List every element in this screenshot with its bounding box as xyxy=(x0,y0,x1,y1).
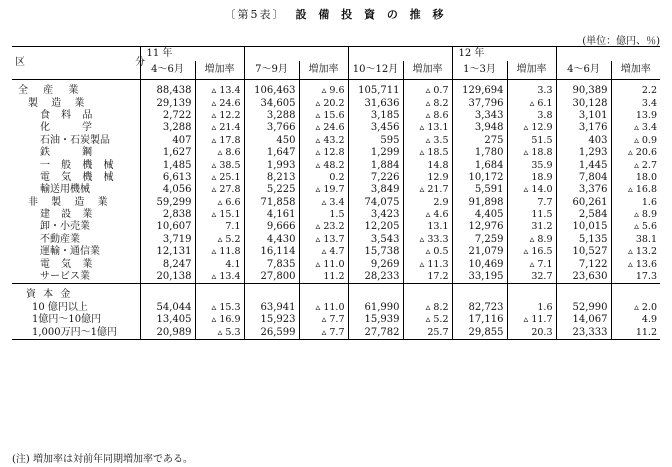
value-cell: 29,139 xyxy=(140,97,195,109)
row-label: 鉄 鋼 xyxy=(40,147,96,159)
rate-cell: ▵ 0.5 xyxy=(403,246,452,258)
rate-cell: ▵ 48.2 xyxy=(299,159,348,171)
value-cell: 21,079 xyxy=(452,246,507,258)
row-label: 卸・小売業 xyxy=(40,221,90,233)
value-cell: 23,630 xyxy=(556,271,611,284)
value-cell: 8,247 xyxy=(140,258,195,270)
value-cell: 10,015 xyxy=(556,221,611,233)
value-cell: 59,299 xyxy=(140,197,195,209)
value-cell: 3,343 xyxy=(452,110,507,122)
rate-cell: ▵ 5.2 xyxy=(195,234,244,246)
row-label: 化 学 xyxy=(40,122,96,134)
value-cell: 1,647 xyxy=(244,147,299,159)
value-cell: 12,205 xyxy=(348,221,403,233)
row-label: 食 料 品 xyxy=(40,109,97,121)
rate-cell: ▵ 11.7 xyxy=(507,314,556,326)
value-cell: 61,990 xyxy=(348,302,403,314)
table-row xyxy=(12,284,660,302)
rate-cell: 2.9 xyxy=(403,197,452,209)
value-cell: 1,293 xyxy=(556,147,611,159)
value-cell: 10,527 xyxy=(556,246,611,258)
value-cell: 20,138 xyxy=(140,271,195,284)
value-cell: 7,122 xyxy=(556,258,611,270)
rate-cell: ▵ 33.3 xyxy=(403,234,452,246)
value-cell: 2,838 xyxy=(140,209,195,221)
row-label: 輸送用機械 xyxy=(40,184,90,196)
value-cell xyxy=(348,284,403,302)
rate-cell: ▵ 11.0 xyxy=(299,302,348,314)
rate-cell: ▵ 3.4 xyxy=(299,197,348,209)
rate-cell: ▵ 13.4 xyxy=(195,271,244,284)
value-cell: 407 xyxy=(140,135,195,147)
value-cell: 34,605 xyxy=(244,97,299,109)
value-cell: 4,430 xyxy=(244,234,299,246)
rate-cell: 7.7 xyxy=(507,197,556,209)
value-cell: 20,989 xyxy=(140,326,195,339)
rate-cell: ▵ 20.6 xyxy=(611,147,660,159)
rate-cell: 31.2 xyxy=(507,221,556,233)
value-cell: 5,591 xyxy=(452,184,507,196)
rate-cell: ▵ 13.7 xyxy=(299,234,348,246)
rate-cell: ▵ 21.7 xyxy=(403,184,452,196)
rate-cell: 14.8 xyxy=(403,159,452,171)
rate-cell: ▵ 6.6 xyxy=(195,197,244,209)
table-heading: 設 備 投 資 の 推 移 xyxy=(295,8,448,21)
value-cell: 90,389 xyxy=(556,80,611,98)
rate-cell xyxy=(299,284,348,302)
row-label: 一 般 機 械 xyxy=(40,159,118,171)
rate-cell: ▵ 8.9 xyxy=(507,234,556,246)
period-label-2: 7～9月 xyxy=(244,61,299,80)
table-header xyxy=(12,47,660,80)
rate-cell: 0.2 xyxy=(299,172,348,184)
row-label: 建 設 業 xyxy=(40,209,97,221)
value-cell: 5,135 xyxy=(556,234,611,246)
rate-cell: ▵ 16.8 xyxy=(611,184,660,196)
table-row xyxy=(12,302,660,314)
rate-cell: ▵ 15.6 xyxy=(299,110,348,122)
rate-cell: ▵ 15.1 xyxy=(195,209,244,221)
value-cell: 12,131 xyxy=(140,246,195,258)
rate-cell: ▵ 5.3 xyxy=(195,326,244,339)
period-top-3 xyxy=(348,47,452,62)
value-cell: 10,469 xyxy=(452,258,507,270)
rate-cell xyxy=(611,284,660,302)
value-cell: 15,738 xyxy=(348,246,403,258)
row-label: 製 造 業 xyxy=(28,97,90,109)
table-row xyxy=(12,80,660,98)
period-label-4: 1～3月 xyxy=(452,61,507,80)
value-cell: 3,948 xyxy=(452,122,507,134)
table-row xyxy=(12,147,660,159)
rate-cell: ▵ 11.8 xyxy=(195,246,244,258)
value-cell: 129,694 xyxy=(452,80,507,98)
rate-cell xyxy=(507,284,556,302)
table-number: 〔第5表〕 xyxy=(224,8,286,21)
rate-cell: 38.1 xyxy=(611,234,660,246)
value-cell: 1,780 xyxy=(452,147,507,159)
rate-header-2: 増加率 xyxy=(299,61,348,80)
rate-cell: 32.7 xyxy=(507,271,556,284)
value-cell: 7,804 xyxy=(556,172,611,184)
value-cell: 10,172 xyxy=(452,172,507,184)
rate-cell: ▵ 13.1 xyxy=(403,122,452,134)
value-cell: 3,176 xyxy=(556,122,611,134)
value-cell: 54,044 xyxy=(140,302,195,314)
value-cell: 3,456 xyxy=(348,122,403,134)
rate-cell: ▵ 38.5 xyxy=(195,159,244,171)
value-cell: 1,627 xyxy=(140,147,195,159)
value-cell: 14,067 xyxy=(556,314,611,326)
value-cell: 23,333 xyxy=(556,326,611,339)
value-cell: 7,226 xyxy=(348,172,403,184)
rate-cell: ▵ 8.2 xyxy=(403,97,452,109)
value-cell: 15,923 xyxy=(244,314,299,326)
row-label: 非 製 造 業 xyxy=(28,196,113,208)
value-cell: 3,423 xyxy=(348,209,403,221)
rate-cell: 4.9 xyxy=(611,314,660,326)
value-cell: 1,445 xyxy=(556,159,611,171)
table-row xyxy=(12,184,660,196)
row-label: 不動産業 xyxy=(40,233,80,245)
rate-cell: ▵ 12.9 xyxy=(507,122,556,134)
value-cell: 275 xyxy=(452,135,507,147)
rate-header-3: 増加率 xyxy=(403,61,452,80)
value-cell xyxy=(244,284,299,302)
value-cell: 450 xyxy=(244,135,299,147)
row-label: 1,000万円～1億円 xyxy=(32,326,117,338)
period-label-3: 10～12月 xyxy=(348,61,403,80)
table-row xyxy=(12,209,660,221)
value-cell: 4,405 xyxy=(452,209,507,221)
rate-cell: 13.1 xyxy=(403,221,452,233)
period-label-5: 4～6月 xyxy=(556,61,611,80)
rate-cell: ▵ 18.8 xyxy=(507,147,556,159)
table-row xyxy=(12,197,660,209)
rate-cell: 1.6 xyxy=(507,302,556,314)
rate-cell: ▵ 3.5 xyxy=(403,135,452,147)
rate-cell: 18.9 xyxy=(507,172,556,184)
category-header: 区 分 xyxy=(12,47,140,80)
table-title xyxy=(0,6,672,22)
row-label: 10 億円以上 xyxy=(32,301,88,313)
rate-cell: 3.4 xyxy=(611,97,660,109)
rate-cell: ▵ 12.8 xyxy=(299,147,348,159)
value-cell: 8,213 xyxy=(244,172,299,184)
value-cell: 403 xyxy=(556,135,611,147)
value-cell: 12,976 xyxy=(452,221,507,233)
rate-cell: ▵ 43.2 xyxy=(299,135,348,147)
rate-cell: ▵ 15.3 xyxy=(195,302,244,314)
row-label: 電 気 機 械 xyxy=(40,171,118,183)
table-row xyxy=(12,246,660,258)
rate-cell: 51.5 xyxy=(507,135,556,147)
value-cell: 3,719 xyxy=(140,234,195,246)
unit-label: (単位：億円、％) xyxy=(582,36,660,47)
value-cell: 28,233 xyxy=(348,271,403,284)
rate-cell: ▵ 9.6 xyxy=(299,80,348,98)
table-row xyxy=(12,221,660,233)
value-cell: 27,782 xyxy=(348,326,403,339)
value-cell: 1,684 xyxy=(452,159,507,171)
rate-cell: 11.2 xyxy=(611,326,660,339)
value-cell: 3,185 xyxy=(348,110,403,122)
rate-cell: ▵ 4.7 xyxy=(299,246,348,258)
value-cell: 30,128 xyxy=(556,97,611,109)
value-cell xyxy=(452,284,507,302)
value-cell: 3,101 xyxy=(556,110,611,122)
rate-cell: ▵ 20.2 xyxy=(299,97,348,109)
rate-cell: ▵ 8.2 xyxy=(403,302,452,314)
rate-cell: ▵ 24.6 xyxy=(195,97,244,109)
value-cell: 595 xyxy=(348,135,403,147)
rate-cell: ▵ 24.6 xyxy=(299,122,348,134)
value-cell: 63,941 xyxy=(244,302,299,314)
rate-cell: 25.7 xyxy=(403,326,452,339)
value-cell: 4,161 xyxy=(244,209,299,221)
table-row xyxy=(12,172,660,184)
rate-cell: ▵ 3.4 xyxy=(611,122,660,134)
table-row xyxy=(12,258,660,270)
rate-cell: ▵ 5.2 xyxy=(403,314,452,326)
value-cell: 10,607 xyxy=(140,221,195,233)
rate-cell: ▵ 0.7 xyxy=(403,80,452,98)
rate-cell: 35.9 xyxy=(507,159,556,171)
value-cell: 52,990 xyxy=(556,302,611,314)
rate-cell: ▵ 14.0 xyxy=(507,184,556,196)
rate-cell: 17.2 xyxy=(403,271,452,284)
value-cell xyxy=(556,284,611,302)
rate-cell: ▵ 19.7 xyxy=(299,184,348,196)
table-row xyxy=(12,110,660,122)
value-cell: 3,543 xyxy=(348,234,403,246)
rate-header-4: 増加率 xyxy=(507,61,556,80)
value-cell: 91,898 xyxy=(452,197,507,209)
rate-cell: 11.5 xyxy=(507,209,556,221)
rate-cell: ▵ 11.3 xyxy=(403,258,452,270)
row-label: サービス業 xyxy=(40,271,90,283)
row-label: 電 気 業 xyxy=(40,258,97,270)
footnote: (注) 増加率は対前年同期増加率である。 xyxy=(12,454,193,465)
value-cell: 3,766 xyxy=(244,122,299,134)
value-cell: 71,858 xyxy=(244,197,299,209)
capex-table xyxy=(12,46,660,340)
value-cell: 3,288 xyxy=(140,122,195,134)
value-cell: 1,485 xyxy=(140,159,195,171)
rate-cell: ▵ 7.7 xyxy=(299,326,348,339)
rate-cell: ▵ 23.2 xyxy=(299,221,348,233)
rate-header-5: 増加率 xyxy=(611,61,660,80)
row-label: 石油・石炭製品 xyxy=(40,134,110,146)
rate-cell: 12.9 xyxy=(403,172,452,184)
value-cell: 15,939 xyxy=(348,314,403,326)
period-top-4: 12 年 xyxy=(452,47,556,62)
rate-cell: ▵ 16.5 xyxy=(507,246,556,258)
value-cell: 2,584 xyxy=(556,209,611,221)
value-cell: 4,056 xyxy=(140,184,195,196)
value-cell: 9,666 xyxy=(244,221,299,233)
row-label: 資 本 金 xyxy=(26,289,73,301)
table-row xyxy=(12,314,660,326)
value-cell: 106,463 xyxy=(244,80,299,98)
table-row xyxy=(12,122,660,134)
row-label: 1億円～10億円 xyxy=(32,314,102,326)
value-cell xyxy=(140,284,195,302)
rate-cell: ▵ 25.1 xyxy=(195,172,244,184)
rate-cell: 18.0 xyxy=(611,172,660,184)
table-row xyxy=(12,271,660,284)
industry-rows xyxy=(12,80,660,284)
value-cell: 31,636 xyxy=(348,97,403,109)
row-label: 運輸・通信業 xyxy=(40,246,100,258)
rate-cell: ▵ 18.5 xyxy=(403,147,452,159)
rate-cell: 11.2 xyxy=(299,271,348,284)
row-label: 全 産 業 xyxy=(18,85,85,97)
rate-cell: 3.3 xyxy=(507,80,556,98)
rate-cell: ▵ 7.7 xyxy=(299,314,348,326)
value-cell: 105,711 xyxy=(348,80,403,98)
value-cell: 9,269 xyxy=(348,258,403,270)
rate-cell: ▵ 16.9 xyxy=(195,314,244,326)
capital-rows xyxy=(12,284,660,340)
rate-cell: 1.6 xyxy=(611,197,660,209)
rate-cell: ▵ 11.0 xyxy=(299,258,348,270)
value-cell: 37,796 xyxy=(452,97,507,109)
value-cell: 5,225 xyxy=(244,184,299,196)
rate-cell: ▵ 27.8 xyxy=(195,184,244,196)
rate-cell: 1.5 xyxy=(299,209,348,221)
rate-cell: ▵ 7.1 xyxy=(507,258,556,270)
value-cell: 88,438 xyxy=(140,80,195,98)
period-top-5 xyxy=(556,47,660,62)
rate-cell: ▵ 2.0 xyxy=(611,302,660,314)
value-cell: 17,116 xyxy=(452,314,507,326)
rate-cell: 13.9 xyxy=(611,110,660,122)
value-cell: 82,723 xyxy=(452,302,507,314)
period-top-1: 11 年 xyxy=(140,47,244,62)
rate-cell: ▵ 8.6 xyxy=(403,110,452,122)
rate-cell: 4.1 xyxy=(195,258,244,270)
rate-cell: 17.3 xyxy=(611,271,660,284)
value-cell: 3,376 xyxy=(556,184,611,196)
period-label-1: 4～6月 xyxy=(140,61,195,80)
value-cell: 7,835 xyxy=(244,258,299,270)
value-cell: 27,800 xyxy=(244,271,299,284)
table-row xyxy=(12,234,660,246)
rate-cell: 2.2 xyxy=(611,80,660,98)
rate-cell: ▵ 5.6 xyxy=(611,221,660,233)
value-cell: 13,405 xyxy=(140,314,195,326)
rate-cell: ▵ 17.8 xyxy=(195,135,244,147)
rate-header-1: 増加率 xyxy=(195,61,244,80)
rate-cell: ▵ 4.6 xyxy=(403,209,452,221)
rate-cell: ▵ 21.4 xyxy=(195,122,244,134)
value-cell: 26,599 xyxy=(244,326,299,339)
value-cell: 1,884 xyxy=(348,159,403,171)
value-cell: 33,195 xyxy=(452,271,507,284)
rate-cell: ▵ 8.9 xyxy=(611,209,660,221)
rate-cell: ▵ 13.6 xyxy=(611,258,660,270)
value-cell: 74,075 xyxy=(348,197,403,209)
table-row xyxy=(12,97,660,109)
rate-cell xyxy=(403,284,452,302)
rate-cell: ▵ 2.7 xyxy=(611,159,660,171)
table-row xyxy=(12,326,660,339)
value-cell: 6,613 xyxy=(140,172,195,184)
rate-cell: 3.8 xyxy=(507,110,556,122)
rate-cell: ▵ 8.6 xyxy=(195,147,244,159)
rate-cell: 20.3 xyxy=(507,326,556,339)
value-cell: 60,261 xyxy=(556,197,611,209)
value-cell: 3,288 xyxy=(244,110,299,122)
rate-cell: ▵ 6.1 xyxy=(507,97,556,109)
value-cell: 7,259 xyxy=(452,234,507,246)
rate-cell: 7.1 xyxy=(195,221,244,233)
rate-cell: ▵ 13.2 xyxy=(611,246,660,258)
rate-cell: ▵ 0.9 xyxy=(611,135,660,147)
rate-cell: ▵ 12.2 xyxy=(195,110,244,122)
value-cell: 1,993 xyxy=(244,159,299,171)
period-top-2 xyxy=(244,47,348,62)
value-cell: 1,299 xyxy=(348,147,403,159)
value-cell: 16,114 xyxy=(244,246,299,258)
value-cell: 3,849 xyxy=(348,184,403,196)
value-cell: 29,855 xyxy=(452,326,507,339)
value-cell: 2,722 xyxy=(140,110,195,122)
rate-cell: ▵ 13.4 xyxy=(195,80,244,98)
table-row xyxy=(12,159,660,171)
table-row xyxy=(12,135,660,147)
rate-cell xyxy=(195,284,244,302)
